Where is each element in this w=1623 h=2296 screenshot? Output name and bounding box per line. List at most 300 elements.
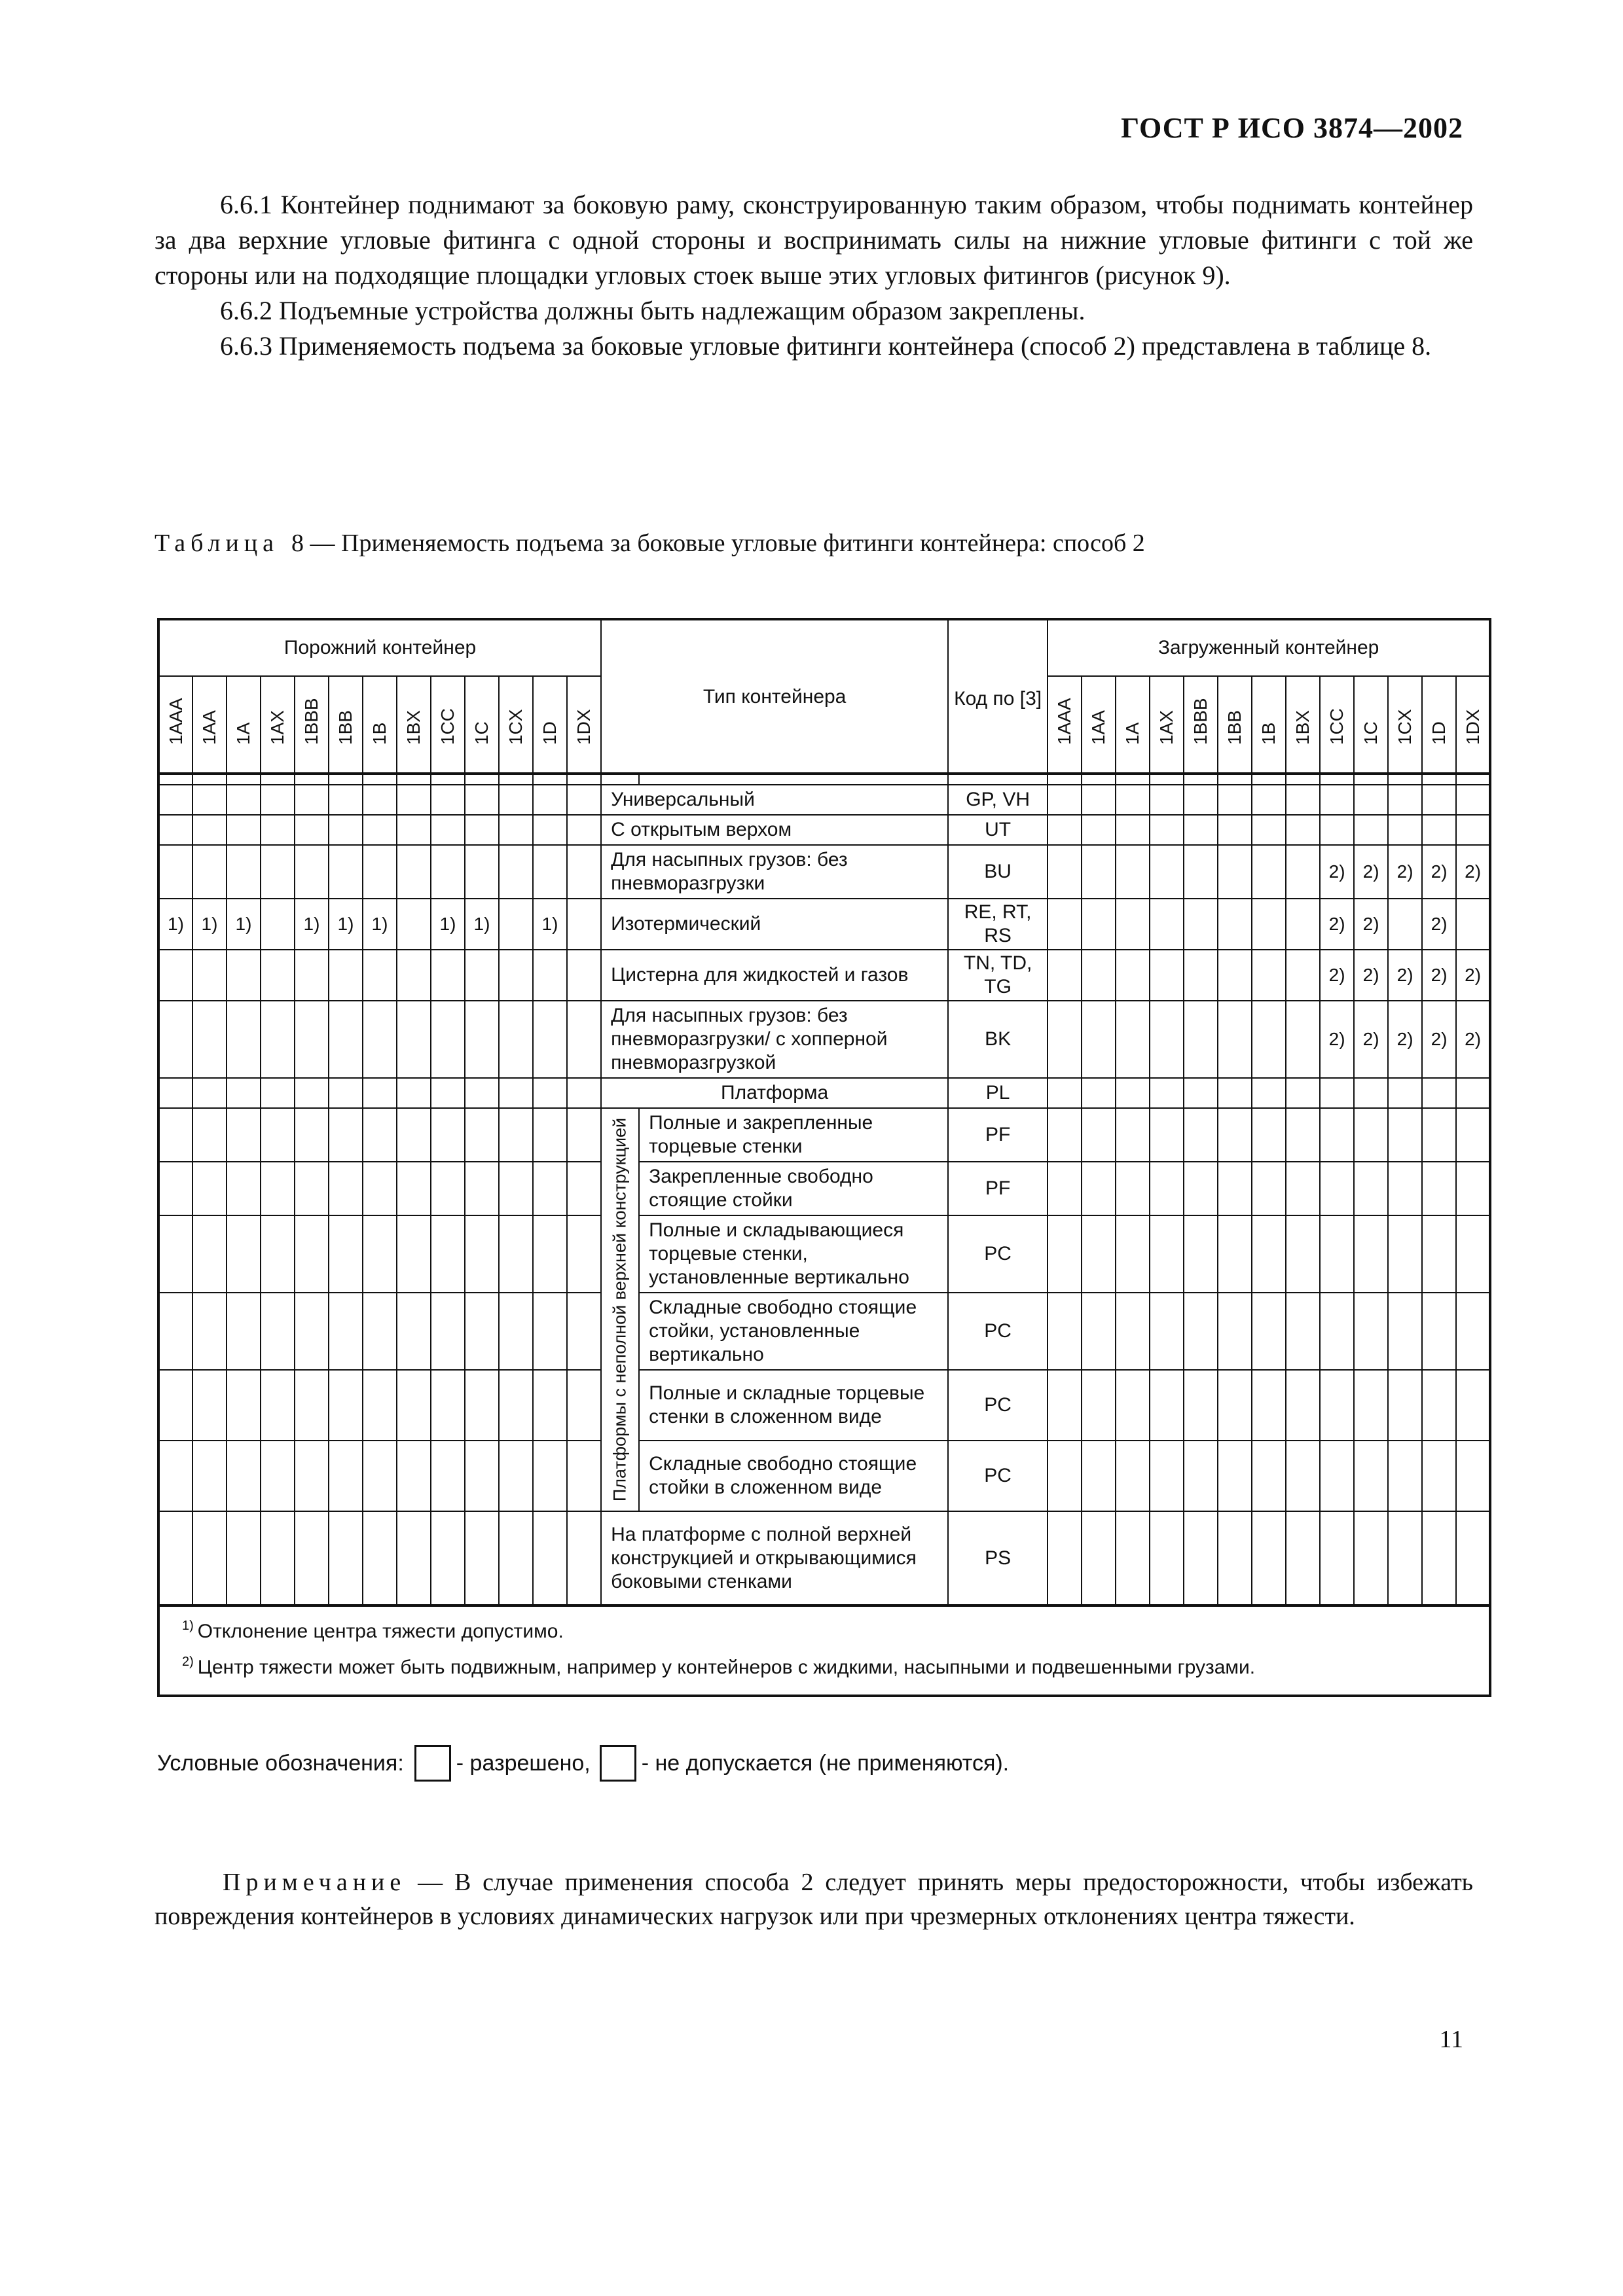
loaded-mark-cell: 2)	[1456, 845, 1490, 899]
loaded-mark-cell	[1150, 1108, 1184, 1162]
empty-mark-cell	[261, 1441, 295, 1511]
type-cell: Складные свободно стоящие стойки в сложенном виде	[639, 1441, 948, 1511]
loaded-mark-cell	[1388, 1511, 1422, 1605]
type-cell: Полные и складывающиеся торцевые стенки, установленные вертикально	[639, 1215, 948, 1293]
loaded-mark-cell	[1320, 1441, 1354, 1511]
loaded-mark-cell	[1354, 1511, 1388, 1605]
size-label: 1A	[233, 722, 253, 745]
loaded-mark-cell	[1252, 1511, 1286, 1605]
loaded-mark-cell	[1252, 1162, 1286, 1215]
empty-mark-cell	[295, 845, 329, 899]
empty-mark-cell	[431, 1001, 465, 1078]
loaded-mark-cell	[1252, 899, 1286, 950]
loaded-mark-cell	[1116, 1441, 1150, 1511]
empty-mark-cell	[227, 785, 261, 815]
empty-mark-cell	[499, 1293, 533, 1370]
size-label: 1B	[369, 722, 390, 745]
empty-mark-cell	[158, 1078, 192, 1108]
empty-mark-cell	[567, 1370, 601, 1441]
empty-size-header	[192, 676, 227, 774]
loaded-mark-cell	[1150, 815, 1184, 845]
loaded-mark-cell: 2)	[1354, 950, 1388, 1001]
loaded-mark-cell	[1354, 1370, 1388, 1441]
size-label: 1AX	[267, 710, 287, 745]
empty-mark-cell	[192, 1511, 227, 1605]
table-row	[158, 1293, 1490, 1370]
empty-mark-cell	[295, 1441, 329, 1511]
loaded-mark-cell	[1082, 1215, 1116, 1293]
loaded-mark-cell	[1218, 1215, 1252, 1293]
empty-mark-cell	[192, 785, 227, 815]
loaded-mark-cell	[1082, 785, 1116, 815]
loaded-mark-cell	[1048, 899, 1082, 950]
loaded-mark-cell	[1286, 899, 1320, 950]
empty-mark-cell	[158, 1441, 192, 1511]
legend-prefix: Условные обозначения:	[157, 1750, 404, 1776]
empty-mark-cell	[397, 1293, 431, 1370]
empty-mark-cell	[533, 1370, 567, 1441]
empty-mark-cell	[431, 1108, 465, 1162]
empty-mark-cell	[465, 1293, 499, 1370]
loaded-mark-cell	[1218, 845, 1252, 899]
gap-cell	[431, 774, 465, 785]
empty-mark-cell	[567, 950, 601, 1001]
loaded-mark-cell: 2)	[1320, 950, 1354, 1001]
loaded-mark-cell	[1116, 1078, 1150, 1108]
empty-mark-cell	[567, 1293, 601, 1370]
loaded-mark-cell	[1218, 1370, 1252, 1441]
empty-container-header: Порожний контейнер	[158, 619, 601, 676]
empty-mark-cell	[192, 1370, 227, 1441]
empty-mark-cell	[567, 899, 601, 950]
gap-cell	[363, 774, 397, 785]
loaded-mark-cell	[1286, 1441, 1320, 1511]
empty-mark-cell	[397, 785, 431, 815]
empty-mark-cell	[158, 1215, 192, 1293]
empty-mark-cell	[261, 815, 295, 845]
empty-mark-cell	[465, 1001, 499, 1078]
empty-mark-cell	[567, 1215, 601, 1293]
loaded-mark-cell	[1082, 950, 1116, 1001]
loaded-mark-cell	[1354, 785, 1388, 815]
loaded-mark-cell	[1388, 1215, 1422, 1293]
empty-mark-cell	[363, 1078, 397, 1108]
empty-mark-cell	[567, 785, 601, 815]
loaded-size-header	[1286, 676, 1320, 774]
empty-mark-cell	[533, 1078, 567, 1108]
empty-mark-cell	[158, 1511, 192, 1605]
gap-cell	[1354, 774, 1388, 785]
empty-mark-cell	[192, 845, 227, 899]
loaded-mark-cell	[1388, 1078, 1422, 1108]
note-text: — В случае применения способа 2 следует принять меры предосторожности, чтобы избежать повреждения контейнеров в условиях динамических нагрузок или при чрезмерных отклонениях центра тяжести.	[155, 1869, 1474, 1930]
loaded-mark-cell: 2)	[1354, 845, 1388, 899]
empty-mark-cell	[499, 1441, 533, 1511]
empty-mark-cell	[431, 950, 465, 1001]
loaded-mark-cell: 2)	[1422, 845, 1456, 899]
loaded-mark-cell: 2)	[1320, 845, 1354, 899]
size-label: 1CX	[505, 709, 526, 745]
empty-mark-cell	[227, 1370, 261, 1441]
empty-mark-cell	[431, 1370, 465, 1441]
empty-mark-cell	[465, 845, 499, 899]
empty-size-header	[465, 676, 499, 774]
type-cell: Универсальный	[601, 785, 948, 815]
empty-mark-cell	[499, 1511, 533, 1605]
empty-mark-cell	[329, 1215, 363, 1293]
loaded-size-header	[1252, 676, 1286, 774]
loaded-mark-cell	[1150, 899, 1184, 950]
size-label: 1AA	[1088, 710, 1109, 745]
empty-mark-cell	[499, 899, 533, 950]
empty-mark-cell	[158, 785, 192, 815]
size-label: 1AAA	[1054, 698, 1075, 745]
table-row	[158, 815, 1490, 845]
loaded-mark-cell	[1184, 1293, 1218, 1370]
loaded-mark-cell	[1150, 1511, 1184, 1605]
empty-mark-cell	[227, 1511, 261, 1605]
type-cell: Полные и закрепленные торцевые стенки	[639, 1108, 948, 1162]
code-cell: PL	[948, 1078, 1048, 1108]
loaded-mark-cell: 2)	[1388, 950, 1422, 1001]
empty-mark-cell	[295, 1293, 329, 1370]
size-label: 1D	[1429, 721, 1450, 745]
loaded-mark-cell	[1184, 899, 1218, 950]
empty-mark-cell: 1)	[363, 899, 397, 950]
empty-mark-cell	[533, 1162, 567, 1215]
code-cell: BK	[948, 1001, 1048, 1078]
empty-mark-cell	[397, 1511, 431, 1605]
empty-size-header	[227, 676, 261, 774]
loaded-mark-cell	[1286, 1215, 1320, 1293]
loaded-mark-cell	[1388, 1108, 1422, 1162]
empty-mark-cell	[261, 1293, 295, 1370]
loaded-mark-cell	[1422, 1511, 1456, 1605]
size-label: 1BX	[403, 710, 424, 745]
loaded-mark-cell	[1150, 1215, 1184, 1293]
table-row	[158, 1162, 1490, 1215]
paragraph: 6.6.1 Контейнер поднимают за боковую раму, сконструированную таким образом, чтобы поднимать контейнер за два верхние угловые фитинга с одной стороны и воспринимать силы на нижние угловые фитинги с той же стороны или на подходящие площадки угловых стоек выше этих угловых фитингов (рисунок 9).	[155, 190, 1473, 290]
gap-cell	[1048, 774, 1082, 785]
loaded-size-header	[1456, 676, 1490, 774]
empty-mark-cell	[397, 845, 431, 899]
loaded-mark-cell: 2)	[1456, 1001, 1490, 1078]
empty-mark-cell	[499, 1370, 533, 1441]
empty-mark-cell	[329, 950, 363, 1001]
loaded-mark-cell	[1218, 785, 1252, 815]
loaded-mark-cell: 2)	[1354, 1001, 1388, 1078]
loaded-mark-cell	[1320, 815, 1354, 845]
loaded-mark-cell	[1320, 785, 1354, 815]
empty-mark-cell	[295, 1001, 329, 1078]
empty-mark-cell	[227, 1001, 261, 1078]
empty-mark-cell	[431, 1293, 465, 1370]
paragraph: 6.6.3 Применяемость подъема за боковые угловые фитинги контейнера (способ 2) представлена в таблице 8.	[220, 331, 1432, 361]
loaded-size-header	[1354, 676, 1388, 774]
empty-mark-cell	[363, 1215, 397, 1293]
loaded-mark-cell	[1456, 1511, 1490, 1605]
empty-mark-cell	[363, 785, 397, 815]
gap-cell	[567, 774, 601, 785]
empty-mark-cell	[431, 1441, 465, 1511]
empty-mark-cell	[499, 1162, 533, 1215]
size-label: 1BB	[1224, 710, 1245, 745]
loaded-mark-cell	[1184, 1162, 1218, 1215]
loaded-mark-cell	[1252, 1108, 1286, 1162]
type-cell: Полные и складные торцевые стенки в сложенном виде	[639, 1370, 948, 1441]
empty-mark-cell	[533, 1441, 567, 1511]
empty-mark-cell	[465, 1162, 499, 1215]
code-cell: PF	[948, 1162, 1048, 1215]
loaded-mark-cell	[1218, 1078, 1252, 1108]
empty-mark-cell	[329, 1162, 363, 1215]
loaded-mark-cell	[1218, 1108, 1252, 1162]
size-label: 1BBB	[1190, 698, 1211, 745]
loaded-mark-cell	[1286, 785, 1320, 815]
empty-mark-cell	[533, 1215, 567, 1293]
loaded-mark-cell	[1252, 1293, 1286, 1370]
loaded-mark-cell	[1048, 1078, 1082, 1108]
size-label: 1DX	[574, 709, 594, 745]
empty-mark-cell	[261, 1078, 295, 1108]
footnote-mark: 1)	[182, 1619, 194, 1633]
empty-mark-cell	[397, 899, 431, 950]
gap-cell	[639, 774, 948, 785]
loaded-size-header	[1320, 676, 1354, 774]
table-row	[158, 1215, 1490, 1293]
empty-mark-cell	[567, 815, 601, 845]
empty-mark-cell	[329, 1001, 363, 1078]
empty-mark-cell	[465, 1215, 499, 1293]
loaded-mark-cell	[1082, 1108, 1116, 1162]
loaded-mark-cell	[1286, 1370, 1320, 1441]
empty-mark-cell	[158, 1293, 192, 1370]
loaded-mark-cell	[1388, 1162, 1422, 1215]
gap-cell	[1218, 774, 1252, 785]
gap-cell	[465, 774, 499, 785]
loaded-mark-cell	[1184, 845, 1218, 899]
footnotes	[158, 1605, 1490, 1696]
loaded-mark-cell	[1150, 1001, 1184, 1078]
empty-mark-cell	[533, 1511, 567, 1605]
loaded-mark-cell	[1150, 845, 1184, 899]
empty-mark-cell	[431, 1511, 465, 1605]
empty-mark-cell	[158, 1001, 192, 1078]
footnote-row	[158, 1605, 1490, 1696]
loaded-mark-cell	[1048, 1215, 1082, 1293]
loaded-mark-cell	[1388, 785, 1422, 815]
empty-mark-cell	[227, 1293, 261, 1370]
loaded-mark-cell	[1286, 1108, 1320, 1162]
loaded-size-header	[1388, 676, 1422, 774]
loaded-mark-cell	[1184, 1441, 1218, 1511]
type-cell: На платформе с полной верхней конструкцией и открывающимися боковыми стенками	[601, 1511, 948, 1605]
table-row	[158, 845, 1490, 899]
footnote	[182, 1615, 1467, 1651]
loaded-container-header: Загруженный контейнер	[1048, 619, 1490, 676]
empty-mark-cell: 1)	[533, 899, 567, 950]
empty-mark-cell	[363, 950, 397, 1001]
size-label: 1CC	[1326, 708, 1347, 745]
code-cell: BU	[948, 845, 1048, 899]
empty-mark-cell	[567, 1162, 601, 1215]
empty-mark-cell	[329, 1293, 363, 1370]
empty-mark-cell	[329, 1078, 363, 1108]
empty-mark-cell	[567, 1001, 601, 1078]
empty-mark-cell	[499, 815, 533, 845]
loaded-mark-cell	[1252, 845, 1286, 899]
legend	[157, 1745, 1009, 1782]
empty-mark-cell	[499, 1215, 533, 1293]
note	[155, 1865, 1473, 1933]
loaded-mark-cell	[1048, 1441, 1082, 1511]
footnote-mark: 2)	[182, 1655, 194, 1669]
empty-mark-cell	[567, 1511, 601, 1605]
loaded-mark-cell	[1048, 815, 1082, 845]
page-number: 11	[1439, 2026, 1463, 2053]
footnote-text: Отклонение центра тяжести допустимо.	[197, 1621, 564, 1642]
empty-mark-cell	[329, 1511, 363, 1605]
gap-cell	[1286, 774, 1320, 785]
empty-mark-cell	[329, 815, 363, 845]
empty-mark-cell: 1)	[431, 899, 465, 950]
loaded-mark-cell	[1456, 1215, 1490, 1293]
type-cell: Изотермический	[601, 899, 948, 950]
loaded-mark-cell	[1150, 1370, 1184, 1441]
empty-mark-cell	[329, 1441, 363, 1511]
loaded-mark-cell	[1286, 1293, 1320, 1370]
loaded-mark-cell	[1150, 785, 1184, 815]
table-row	[158, 1078, 1490, 1108]
loaded-mark-cell	[1150, 1078, 1184, 1108]
loaded-mark-cell	[1354, 1441, 1388, 1511]
loaded-mark-cell	[1354, 1215, 1388, 1293]
loaded-mark-cell	[1048, 1162, 1082, 1215]
empty-mark-cell	[533, 1293, 567, 1370]
type-cell: Для насыпных грузов: без пневморазгрузки	[601, 845, 948, 899]
loaded-mark-cell	[1150, 1441, 1184, 1511]
loaded-mark-cell	[1116, 815, 1150, 845]
empty-mark-cell	[397, 1215, 431, 1293]
loaded-mark-cell	[1354, 1162, 1388, 1215]
platform-group-label: Платформы с неполной верхней конструкцией	[610, 1117, 630, 1502]
loaded-size-header	[1048, 676, 1082, 774]
empty-mark-cell	[499, 1078, 533, 1108]
gap-cell	[601, 774, 639, 785]
loaded-mark-cell	[1218, 950, 1252, 1001]
empty-mark-cell	[465, 785, 499, 815]
legend-not-allowed: - не допускается (не применяются).	[641, 1750, 1010, 1776]
loaded-mark-cell	[1218, 1511, 1252, 1605]
loaded-mark-cell	[1218, 1441, 1252, 1511]
table-row	[158, 899, 1490, 950]
empty-mark-cell	[261, 1511, 295, 1605]
empty-mark-cell	[465, 1441, 499, 1511]
loaded-mark-cell	[1456, 815, 1490, 845]
loaded-mark-cell	[1354, 1108, 1388, 1162]
empty-mark-cell	[295, 1162, 329, 1215]
code-cell: PF	[948, 1108, 1048, 1162]
loaded-mark-cell	[1422, 1441, 1456, 1511]
empty-mark-cell	[261, 899, 295, 950]
empty-mark-cell	[465, 950, 499, 1001]
gap-cell	[227, 774, 261, 785]
empty-mark-cell	[158, 1108, 192, 1162]
code-cell: UT	[948, 815, 1048, 845]
size-label: 1BBB	[301, 698, 321, 745]
gap-cell	[158, 774, 192, 785]
empty-mark-cell	[363, 1293, 397, 1370]
loaded-mark-cell	[1184, 815, 1218, 845]
loaded-mark-cell	[1388, 1441, 1422, 1511]
empty-size-header	[431, 676, 465, 774]
loaded-mark-cell	[1252, 1370, 1286, 1441]
loaded-mark-cell	[1184, 785, 1218, 815]
loaded-mark-cell	[1116, 950, 1150, 1001]
empty-mark-cell	[192, 1293, 227, 1370]
loaded-size-header	[1218, 676, 1252, 774]
loaded-size-header	[1082, 676, 1116, 774]
empty-mark-cell	[533, 815, 567, 845]
loaded-mark-cell	[1082, 1001, 1116, 1078]
empty-mark-cell	[227, 1441, 261, 1511]
loaded-mark-cell	[1422, 1078, 1456, 1108]
gap-cell	[1388, 774, 1422, 785]
loaded-mark-cell	[1082, 1511, 1116, 1605]
size-label: 1BB	[335, 710, 356, 745]
size-label: 1CC	[437, 708, 458, 745]
loaded-mark-cell	[1048, 785, 1082, 815]
empty-mark-cell	[363, 1108, 397, 1162]
loaded-size-header	[1422, 676, 1456, 774]
loaded-mark-cell	[1286, 815, 1320, 845]
empty-mark-cell	[397, 1001, 431, 1078]
empty-mark-cell	[363, 1441, 397, 1511]
table-row	[158, 1001, 1490, 1078]
loaded-mark-cell	[1252, 950, 1286, 1001]
size-label: 1D	[539, 721, 560, 745]
empty-mark-cell	[431, 1162, 465, 1215]
type-cell: Складные свободно стоящие стойки, установленные вертикально	[639, 1293, 948, 1370]
header-row	[158, 619, 1490, 676]
empty-mark-cell	[465, 815, 499, 845]
loaded-mark-cell	[1116, 1370, 1150, 1441]
gap-cell	[397, 774, 431, 785]
type-cell: Для насыпных грузов: без пневморазгрузки/ с хопперной пневморазгрузкой	[601, 1001, 948, 1078]
empty-mark-cell	[363, 845, 397, 899]
loaded-mark-cell	[1456, 1293, 1490, 1370]
loaded-size-header	[1184, 676, 1218, 774]
loaded-mark-cell	[1048, 1108, 1082, 1162]
empty-mark-cell	[261, 1162, 295, 1215]
gap-cell	[948, 774, 1048, 785]
empty-mark-cell	[465, 1108, 499, 1162]
loaded-mark-cell	[1218, 899, 1252, 950]
empty-mark-cell	[227, 1108, 261, 1162]
empty-mark-cell	[295, 1108, 329, 1162]
empty-mark-cell	[227, 1215, 261, 1293]
loaded-mark-cell	[1388, 1370, 1422, 1441]
loaded-mark-cell: 2)	[1456, 950, 1490, 1001]
empty-mark-cell	[261, 845, 295, 899]
empty-mark-cell	[261, 950, 295, 1001]
empty-mark-cell	[499, 845, 533, 899]
loaded-mark-cell	[1082, 815, 1116, 845]
loaded-mark-cell	[1286, 1162, 1320, 1215]
empty-mark-cell	[533, 785, 567, 815]
loaded-mark-cell	[1082, 1293, 1116, 1370]
loaded-size-header	[1150, 676, 1184, 774]
